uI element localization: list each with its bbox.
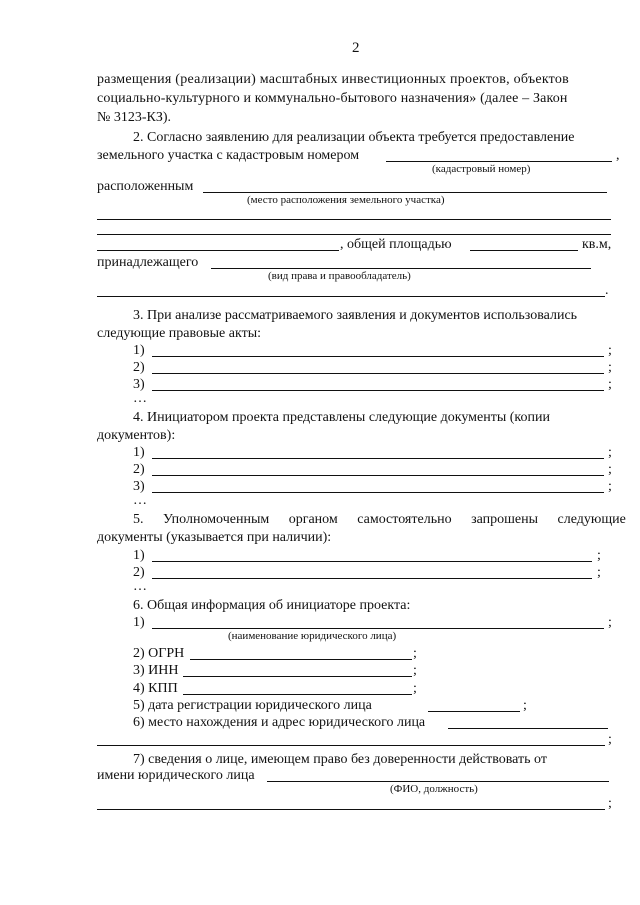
semicolon-punct: ; (608, 462, 612, 477)
address-field[interactable] (448, 728, 608, 729)
semicolon-punct: ; (608, 479, 612, 494)
semicolon-punct: ; (413, 663, 417, 678)
right-holder-field-line-2[interactable] (97, 296, 605, 297)
caption-fio: (ФИО, должность) (390, 783, 478, 795)
intro-line-1: размещения (реализации) масштабных инвестиционных проектов, объектов (97, 72, 569, 87)
section5-line-1: 5. Уполномоченным органом самостоятельно запрошены следующие (133, 512, 626, 527)
list-number: 1) (133, 343, 145, 358)
initiator-doc-field-3[interactable] (152, 492, 604, 493)
belongs-label: принадлежащего (97, 255, 199, 270)
director-field-line-2[interactable] (97, 809, 605, 810)
location-field-line-2[interactable] (97, 219, 611, 220)
location-field-line-4[interactable] (97, 250, 339, 251)
semicolon-punct: ; (608, 445, 612, 460)
address-field-line-2[interactable] (97, 745, 605, 746)
section3-line-1: 3. При анализе рассматриваемого заявления и документов использовались (133, 308, 578, 323)
semicolon-punct: ; (608, 732, 612, 747)
section2-line-2: земельного участка с кадастровым номером (97, 148, 360, 163)
area-field[interactable] (470, 250, 578, 251)
location-field-line-3[interactable] (97, 234, 611, 235)
right-holder-field[interactable] (211, 268, 591, 269)
semicolon-punct: ; (597, 548, 601, 563)
legal-act-field-2[interactable] (152, 373, 604, 374)
requested-doc-field-2[interactable] (152, 578, 592, 579)
semicolon-punct: ; (608, 377, 612, 392)
list-number: 1) (133, 548, 145, 563)
ellipsis: … (133, 579, 147, 594)
item7-line-1: 7) сведения о лице, имеющем право без доверенности действовать от (133, 752, 547, 767)
period-punct: . (605, 283, 609, 298)
reg-date-field[interactable] (428, 711, 520, 712)
kpp-field[interactable] (183, 694, 412, 695)
ellipsis: … (133, 391, 147, 406)
legal-act-field-1[interactable] (152, 356, 604, 357)
section2-line-1: 2. Согласно заявлению для реализации объекта требуется предоставление (133, 130, 575, 145)
located-label: расположенным (97, 179, 194, 194)
list-number: 2) (133, 360, 145, 375)
semicolon-punct: ; (608, 615, 612, 630)
ogrn-label: 2) ОГРН (133, 646, 185, 661)
area-unit: кв.м, (582, 237, 612, 252)
intro-line-3: № 3123-КЗ). (97, 110, 172, 125)
caption-cadastral-number: (кадастровый номер) (432, 163, 531, 175)
list-number: 3) (133, 479, 145, 494)
list-number: 1) (133, 615, 145, 630)
item7-line-2: имени юридического лица (97, 768, 255, 783)
ellipsis: … (133, 493, 147, 508)
ogrn-field[interactable] (190, 659, 412, 660)
entity-name-field[interactable] (152, 628, 604, 629)
director-field[interactable] (267, 781, 609, 782)
section5-line-2: документы (указывается при наличии): (97, 530, 332, 545)
location-field[interactable] (203, 192, 607, 193)
section6-title: 6. Общая информация об инициаторе проекта: (133, 598, 411, 613)
caption-right-holder: (вид права и правообладатель) (268, 270, 411, 282)
section4-line-2: документов): (97, 428, 176, 443)
cadastral-number-field[interactable] (386, 161, 612, 162)
initiator-doc-field-2[interactable] (152, 475, 604, 476)
semicolon-punct: ; (413, 646, 417, 661)
semicolon-punct: ; (413, 681, 417, 696)
list-number: 3) (133, 377, 145, 392)
semicolon-punct: ; (608, 796, 612, 811)
section3-line-2: следующие правовые акты: (97, 326, 261, 341)
initiator-doc-field-1[interactable] (152, 458, 604, 459)
semicolon-punct: ; (523, 698, 527, 713)
caption-location: (место расположения земельного участка) (247, 194, 445, 206)
section4-line-1: 4. Инициатором проекта представлены следующие документы (копии (133, 410, 550, 425)
list-number: 1) (133, 445, 145, 460)
inn-label: 3) ИНН (133, 663, 179, 678)
address-label: 6) место нахождения и адрес юридического лица (133, 715, 426, 730)
caption-entity-name: (наименование юридического лица) (228, 630, 397, 642)
requested-doc-field-1[interactable] (152, 561, 592, 562)
comma-punct: , (616, 148, 620, 163)
kpp-label: 4) КПП (133, 681, 178, 696)
semicolon-punct: ; (608, 360, 612, 375)
area-label: , общей площадью (340, 237, 452, 252)
inn-field[interactable] (183, 676, 412, 677)
page-number: 2 (352, 40, 360, 56)
list-number: 2) (133, 462, 145, 477)
reg-date-label: 5) дата регистрации юридического лица (133, 698, 372, 713)
semicolon-punct: ; (597, 565, 601, 580)
legal-act-field-3[interactable] (152, 390, 604, 391)
semicolon-punct: ; (608, 343, 612, 358)
list-number: 2) (133, 565, 145, 580)
intro-line-2: социально-культурного и коммунально-бытового назначения» (далее – Закон (97, 91, 568, 106)
